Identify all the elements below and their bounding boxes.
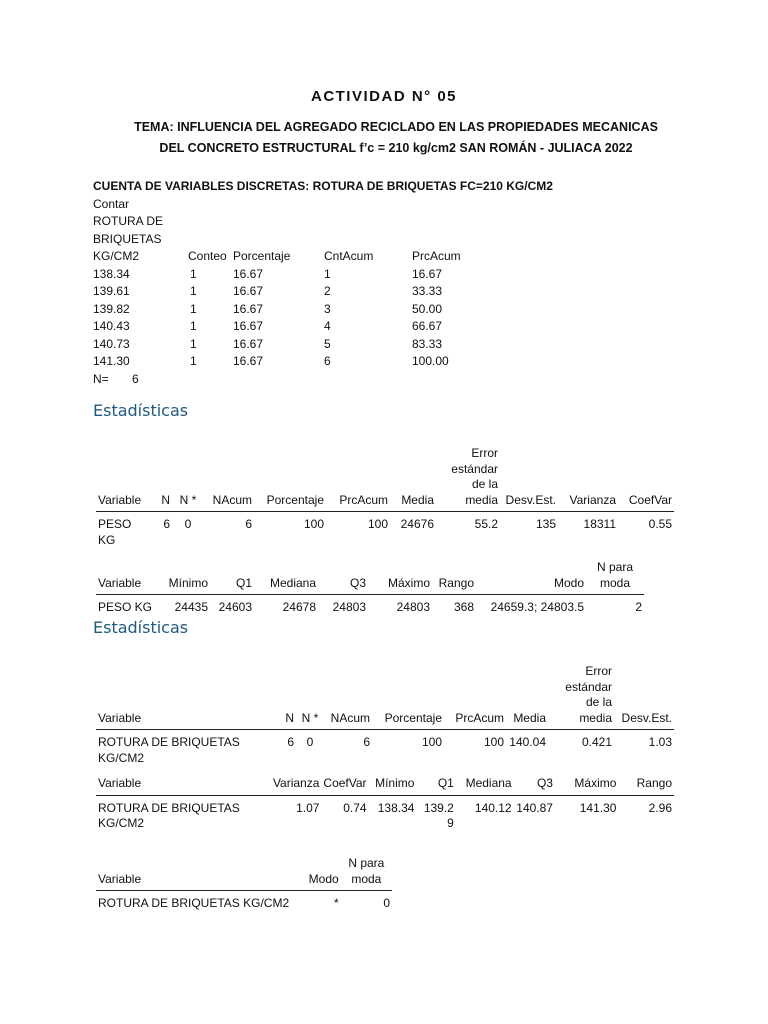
cell-prcacum: 100 [483, 735, 504, 749]
tally-n-row [93, 371, 553, 389]
col-error-estandar: Error estándar de la media [548, 664, 614, 730]
tally-header-row [93, 248, 492, 266]
tally-cell: 1 [190, 301, 197, 316]
tally-n-label: N= [93, 371, 109, 386]
col-varianza: Varianza [558, 446, 618, 512]
section2-table3 [96, 856, 392, 912]
tally-cell: 16.67 [233, 266, 264, 281]
cell-desv-est: 135 [535, 517, 556, 531]
table-row [93, 301, 492, 319]
tally-variable-line2: BRIQUETAS [93, 231, 162, 246]
cell-n-para-moda: 0 [383, 896, 390, 910]
cell-modo: * [334, 896, 339, 910]
cell-desv-est: 1.03 [648, 735, 672, 749]
cell-minimo: 24435 [174, 600, 208, 614]
col-porcentaje: Porcentaje [254, 446, 326, 512]
cell-rango: 368 [453, 600, 474, 614]
tally-col-cntacum: CntAcum [324, 249, 374, 263]
col-prcacum: PrcAcum [326, 446, 390, 512]
tally-col-prcacum: PrcAcum [412, 249, 461, 263]
document-subtitle-line1: TEMA: INFLUENCIA DEL AGREGADO RECICLADO EN LAS PROPIEDADES MECANICAS [134, 120, 658, 134]
cell-q1: 24603 [218, 600, 252, 614]
cell-variable: ROTURA DE BRIQUETAS KG/CM2 [98, 896, 290, 910]
tally-cell: 140.73 [93, 336, 130, 351]
col-n-star: N * [172, 446, 204, 512]
table-header-row [96, 560, 644, 595]
tally-cell: 5 [324, 336, 331, 351]
col-n-para-moda: N para moda [341, 856, 392, 891]
cell-nacum: 6 [363, 735, 370, 749]
col-modo: Modo [291, 856, 341, 891]
cell-coefvar: 0.55 [648, 517, 672, 531]
tally-cell: 1 [190, 354, 197, 368]
tally-col-conteo: Conteo [188, 249, 227, 263]
tally-cell: 138.34 [93, 266, 130, 281]
tally-cell: 1 [324, 266, 331, 281]
tally-cell: 16.67 [233, 301, 264, 316]
col-n: N [154, 446, 172, 512]
document-subtitle-line2: DEL CONCRETO ESTRUCTURAL f’c = 210 kg/cm2 SAN ROMÁN - JULIACA 2022 [159, 141, 633, 155]
table-header-row [96, 446, 674, 512]
tally-cell: 141.30 [93, 354, 130, 368]
col-rango: Rango [618, 776, 674, 795]
cell-minimo: 138.34 [377, 800, 415, 815]
col-media: Media [390, 446, 436, 512]
col-q3: Q3 [318, 560, 368, 595]
cell-variable: ROTURA DE BRIQUETAS KG/CM2 [98, 800, 240, 830]
tally-cell: 16.67 [233, 319, 264, 333]
col-error-estandar: Error estándar de la media [436, 446, 500, 512]
col-variable: Variable [96, 446, 154, 512]
cell-rango: 2.96 [648, 800, 672, 815]
col-q1: Q1 [416, 776, 455, 795]
cell-mediana: 140.12 [474, 800, 512, 815]
tally-cell: 139.61 [93, 284, 130, 298]
cell-n-star: 0 [306, 735, 314, 749]
table-row [96, 595, 644, 616]
tally-cell: 50.00 [412, 301, 443, 316]
cell-porcentaje: 100 [303, 517, 324, 531]
section2-table2 [96, 776, 674, 832]
tally-cell: 83.33 [412, 336, 443, 351]
section2-title: Estadísticas [93, 618, 189, 637]
cell-n-para-moda: 2 [635, 600, 642, 614]
cell-coefvar: 0.74 [343, 800, 367, 815]
table-row [93, 336, 492, 354]
document-title: ACTIVIDAD N° 05 [310, 88, 457, 105]
cell-varianza: 18311 [583, 517, 616, 531]
tally-cell: 33.33 [412, 284, 443, 298]
tally-cell: 1 [190, 319, 197, 333]
col-maximo: Máximo [368, 560, 432, 595]
tally-col-kg: KG/CM2 [93, 249, 140, 263]
tally-cell: 16.67 [412, 266, 443, 281]
tally-cell: 6 [324, 354, 331, 368]
cell-q3: 140.87 [516, 800, 553, 815]
col-desv-est: Desv.Est. [500, 446, 558, 512]
cell-n: 6 [287, 735, 294, 749]
table-row [96, 795, 674, 832]
tally-cell: 140.43 [93, 319, 130, 333]
cell-prcacum: 100 [367, 517, 388, 531]
col-coefvar: CoefVar [618, 446, 674, 512]
section1-title: Estadísticas [93, 401, 189, 420]
col-varianza: Varianza [271, 776, 321, 795]
col-porcentaje: Porcentaje [372, 664, 444, 730]
col-minimo: Mínimo [158, 560, 210, 595]
tally-cell: 1 [190, 336, 197, 351]
cell-variable: PESO KG [98, 517, 132, 547]
tally-cell: 4 [324, 319, 331, 333]
cell-mediana: 24678 [282, 600, 316, 614]
table-header-row [96, 664, 674, 730]
col-variable: Variable [96, 560, 158, 595]
cell-porcentaje: 100 [421, 735, 442, 749]
tally-cell: 100.00 [412, 354, 449, 368]
table-row [93, 283, 492, 301]
cell-media: 24676 [400, 517, 434, 531]
section2-table1 [96, 664, 674, 766]
tally-n-value: 6 [132, 371, 139, 386]
col-variable: Variable [96, 856, 291, 891]
tally-heading: CUENTA DE VARIABLES DISCRETAS: ROTURA DE BRIQUETAS FC=210 KG/CM2 [93, 179, 553, 193]
col-mediana: Mediana [254, 560, 318, 595]
cell-q1: 139.29 [423, 800, 454, 830]
tally-cell: 16.67 [233, 336, 264, 351]
cell-maximo: 141.30 [579, 800, 617, 815]
table-header-row [96, 776, 674, 795]
cell-n: 6 [163, 517, 170, 531]
section1-table2 [96, 560, 644, 616]
tally-cell: 66.67 [412, 319, 443, 333]
table-row [93, 353, 492, 371]
tally-cell: 2 [324, 284, 331, 298]
tally-variable-line1: ROTURA DE [93, 214, 164, 228]
col-nacum: NAcum [204, 446, 254, 512]
cell-media: 140.04 [509, 735, 546, 749]
col-n-para-moda: N para moda [586, 560, 644, 595]
tally-cell: 16.67 [233, 354, 264, 368]
col-media: Media [506, 664, 548, 730]
col-variable: Variable [96, 664, 274, 730]
section1-table1 [96, 446, 674, 548]
col-minimo: Mínimo [369, 776, 417, 795]
col-modo: Modo [476, 560, 586, 595]
col-prcacum: PrcAcum [444, 664, 506, 730]
col-maximo: Máximo [555, 776, 618, 795]
col-q1: Q1 [210, 560, 254, 595]
col-variable: Variable [96, 776, 271, 795]
cell-varianza: 1.07 [296, 800, 320, 815]
table-row [96, 891, 392, 912]
col-n: N [274, 664, 296, 730]
tally-section [93, 178, 553, 388]
cell-error-estandar: 55.2 [474, 517, 498, 531]
tally-cell: 1 [190, 284, 197, 298]
cell-modo: 24659.3; 24803.5 [490, 600, 584, 614]
col-n-star: N * [296, 664, 324, 730]
cell-n-star: 0 [184, 517, 192, 531]
cell-maximo: 24803 [396, 600, 430, 614]
cell-error-estandar: 0.421 [581, 735, 612, 749]
tally-cell: 139.82 [93, 301, 130, 316]
tally-col-porcentaje: Porcentaje [233, 249, 291, 263]
tally-cell: 1 [190, 266, 197, 281]
cell-variable: ROTURA DE BRIQUETAS KG/CM2 [98, 735, 240, 765]
col-mediana: Mediana [456, 776, 514, 795]
col-desv-est: Desv.Est. [614, 664, 674, 730]
cell-nacum: 6 [245, 517, 252, 531]
table-row [93, 318, 492, 336]
table-row [96, 512, 674, 549]
tally-table [93, 248, 492, 371]
col-rango: Rango [432, 560, 476, 595]
table-header-row [96, 856, 392, 891]
tally-cell: 3 [324, 301, 331, 316]
col-nacum: NAcum [324, 664, 372, 730]
table-row [93, 266, 492, 284]
col-coefvar: CoefVar [321, 776, 368, 795]
tally-cell: 16.67 [233, 284, 264, 298]
tally-contar-label: Contar [93, 196, 130, 211]
cell-q3: 24803 [332, 600, 366, 614]
cell-variable: PESO KG [98, 600, 153, 614]
table-row [96, 730, 674, 767]
col-q3: Q3 [514, 776, 555, 795]
